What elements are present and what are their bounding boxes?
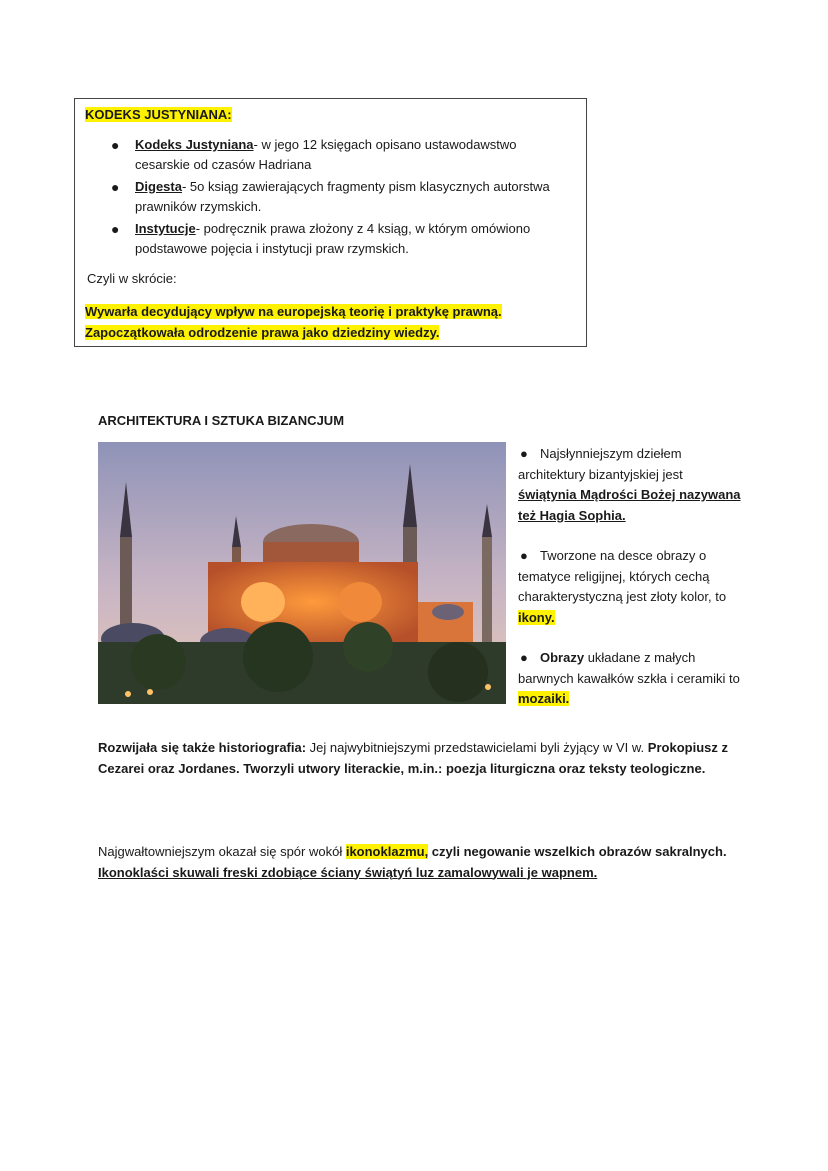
term-description: - 5o ksiąg zawierających fragmenty pism klasycznych autorstwa prawników rzymskich. (135, 179, 550, 214)
section-heading: ARCHITEKTURA I SZTUKA BIZANCJUM (98, 413, 345, 428)
summary-line-1: Wywarła decydujący wpływ na europejską teorię i praktykę prawną. (85, 304, 502, 319)
term-description: - podręcznik prawa złożony z 4 ksiąg, w którym omówiono podstawowe pojęcia i instytucji praw rzymskich. (135, 221, 531, 256)
bullet-icon: ● (520, 446, 528, 461)
kodeks-title-text: KODEKS JUSTYNIANA: (85, 107, 232, 122)
paragraph-lead: Rozwijała się także historiografia: (98, 740, 307, 755)
paragraph-text: Najgwałtowniejszym okazał się spór wokół (98, 844, 346, 859)
bullet-icon: ● (520, 548, 528, 563)
paragraph-text-bold: Prokopiusz z Cezarei oraz Jordanes. Tworzyli utwory literackie, m.in.: poezja liturgiczna oraz teksty teologiczne. (98, 740, 728, 776)
list-item (518, 444, 743, 526)
bullet-icon: ● (111, 221, 120, 237)
list-item (518, 546, 743, 628)
summary-intro: Czyli w skrócie: (87, 271, 177, 286)
bullet-icon: ● (111, 137, 120, 153)
bullet-text: Tworzone na desce obrazy o tematyce religijnej, których cechą charakterystyczną jest złoty kolor, to (518, 548, 727, 604)
kodeks-box (74, 98, 587, 347)
bullet-highlight: ikony. (518, 609, 555, 625)
kodeks-list (105, 135, 565, 261)
term-instytucje: Instytucje (135, 221, 196, 236)
hagia-sophia-image (98, 442, 506, 704)
bullet-highlight: mozaiki. (518, 691, 570, 706)
paragraph-text-bold: czyli negowanie wszelkich obrazów sakralnych. (428, 844, 727, 859)
paragraph-underlined: Ikonoklaści skuwali freski zdobiące ściany świątyń luz zamalowywali je wapnem. (98, 864, 598, 880)
bullet-text: układane z małych barwnych kawałków szkła i ceramiki to (518, 650, 740, 686)
bullet-emphasis: Obrazy (540, 650, 585, 665)
term-digesta: Digesta (135, 179, 182, 194)
list-item (105, 177, 565, 217)
historiografia-paragraph (98, 738, 738, 779)
paragraph-highlight: ikonoklazmu, (345, 844, 429, 859)
summary-line-2: Zapoczątkowała odrodzenie prawa jako dziedziny wiedzy. (85, 325, 440, 340)
summary-text (85, 301, 502, 343)
bullet-emphasis: świątynia Mądrości Bożej nazywana też Hagia Sophia. (518, 487, 741, 523)
list-item (518, 648, 743, 710)
architecture-bullets (518, 444, 743, 730)
bullet-text: Najsłynniejszym dziełem architektury bizantyjskiej jest (518, 446, 683, 482)
bullet-icon: ● (111, 179, 120, 195)
term-kodeks: Kodeks Justyniana (135, 137, 254, 152)
term-description: - w jego 12 księgach opisano ustawodawstwo cesarskie od czasów Hadriana (135, 137, 517, 172)
kodeks-title (85, 107, 232, 122)
bullet-icon: ● (520, 650, 528, 665)
ikonoklazm-paragraph (98, 842, 738, 883)
list-item (105, 135, 565, 175)
list-item (105, 219, 565, 259)
paragraph-text: Jej najwybitniejszymi przedstawicielami byli żyjący w VI w. (306, 740, 645, 755)
